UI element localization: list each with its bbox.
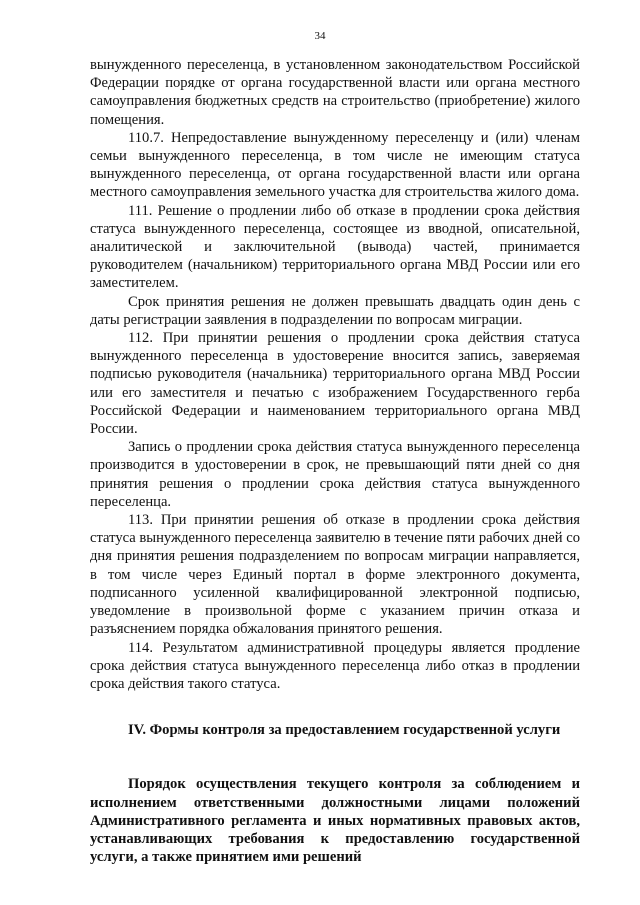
paragraph-continuation: вынужденного переселенца, в установленном законодательством Российской Федерации порядке от органа государственной власти или органа местного самоуправления бюджетных средств на строительство (приобретение) жилого помещения.	[90, 57, 580, 128]
paragraph-113: 113. При принятии решения об отказе в продлении срока действия статуса вынужденного переселенца заявителю в течение пяти рабочих дней со дня принятия решения подразделением по вопросам миграции направляется, в том числе через Единый портал в форме электронного документа, подписанного усиленной квалифицированной электронной подписью, уведомление в произвольной форме с указанием причин отказа и разъяснением порядка обжалования принятого решения.	[90, 512, 580, 638]
paragraph-record-term: Запись о продлении срока действия статуса вынужденного переселенца производится в удостоверении в срок, не превышающий пяти дней со дня принятия решения о продлении срока действия статуса вынужденного переселенца.	[90, 439, 580, 510]
paragraph-112: 112. При принятии решения о продлении срока действия статуса вынужденного переселенца в удостоверение вносится запись, заверяемая подписью руководителя (начальника) территориального органа МВД России или его заместителя и печатью с изображением Государственного герба Российской Федерации и наименованием территориального органа МВД России.	[90, 330, 580, 438]
paragraph-114: 114. Результатом административной процедуры является продление срока действия статуса вынужденного переселенца либо отказ в продлении срока действия такого статуса.	[90, 639, 580, 692]
paragraph-111: 111. Решение о продлении либо об отказе в продлении срока действия статуса вынужденного переселенца, состоящее из вводной, описательной, аналитической и заключительной (вывода) частей, принимается руководителем (начальником) территориального органа МВД России или его заместителем.	[90, 202, 580, 292]
section-title: IV. Формы контроля за предоставлением государственной услуги	[128, 722, 561, 739]
page-number: 34	[314, 30, 326, 42]
subsection-title: Порядок осуществления текущего контроля за соблюдением и исполнением ответственными должностными лицами положений Административного регламента и иных нормативных правовых актов, устанавливающих требования к предоставлению государственной услуги, а также принятием ими решений	[90, 776, 580, 866]
paragraph-110-7: 110.7. Непредоставление вынужденному переселенцу и (или) членам семьи вынужденного переселенца, в том числе не имеющим статуса вынужденного переселенца, от органа государственной власти или органа местного самоуправления земельного участка для строительства жилого дома.	[90, 129, 580, 201]
paragraph-decision-term: Срок принятия решения не должен превышать двадцать один день с даты регистрации заявления в подразделении по вопросам миграции.	[90, 293, 580, 328]
document-body	[90, 56, 580, 866]
